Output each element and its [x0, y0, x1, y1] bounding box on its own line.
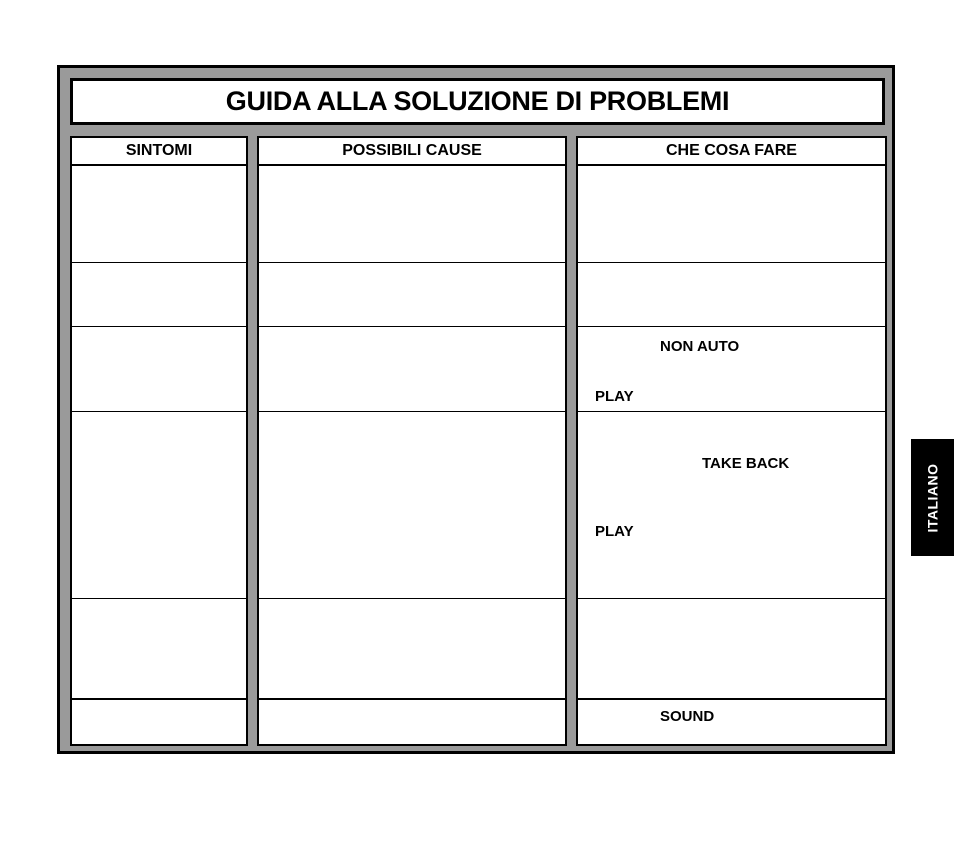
column-header-causes: POSSIBILI CAUSE: [259, 138, 565, 166]
row-divider: [72, 411, 246, 412]
row-divider: [578, 262, 885, 263]
row-divider: [259, 411, 565, 412]
row-divider: [259, 598, 565, 599]
column-actions: [576, 136, 887, 746]
row-divider: [578, 326, 885, 327]
action-text-take-back: TAKE BACK: [702, 455, 790, 472]
page-title: GUIDA ALLA SOLUZIONE DI PROBLEMI: [225, 86, 730, 116]
language-tab: [911, 439, 954, 556]
action-text-play: PLAY: [595, 523, 634, 540]
action-text-non-auto: NON AUTO: [660, 338, 740, 355]
troubleshooting-table-frame: [57, 65, 895, 754]
row-divider: [259, 698, 565, 700]
row-divider: [259, 262, 565, 263]
action-text-sound: SOUND: [660, 708, 715, 725]
action-text-play: PLAY: [595, 388, 634, 405]
row-divider: [578, 598, 885, 599]
column-causes: [257, 136, 567, 746]
row-divider: [72, 326, 246, 327]
row-divider: [72, 598, 246, 599]
column-header-actions: CHE COSA FARE: [578, 138, 885, 166]
row-divider: [259, 326, 565, 327]
title-box: [70, 78, 885, 125]
row-divider: [72, 262, 246, 263]
row-divider: [578, 411, 885, 412]
column-header-symptoms: SINTOMI: [72, 138, 246, 166]
language-tab-label: ITALIANO: [924, 462, 941, 533]
row-divider: [578, 698, 885, 700]
row-divider: [72, 698, 246, 700]
column-symptoms: [70, 136, 248, 746]
